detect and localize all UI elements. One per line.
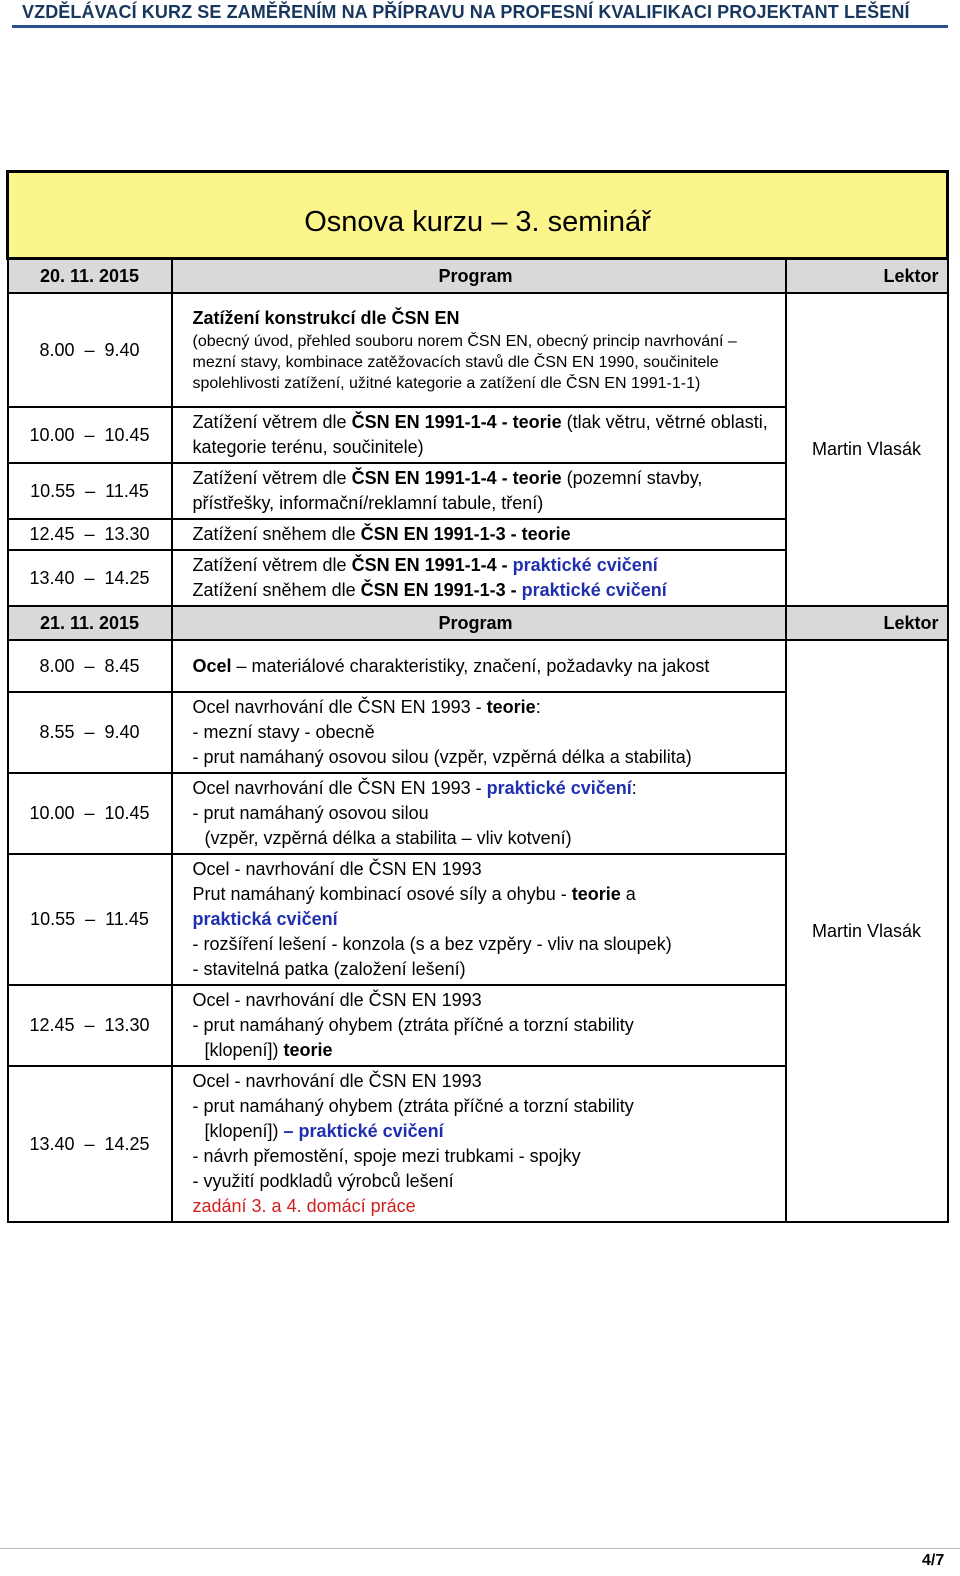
line [193, 776, 779, 801]
line [193, 882, 779, 907]
text-bold: Ocel [192, 655, 232, 676]
session-time: 8.55 – 9.40 [8, 692, 172, 773]
line: - návrh přemostění, spoje mezi trubkami - spojky [192, 1146, 581, 1166]
text-bold: teorie [486, 697, 536, 717]
text: Zatížení sněhem dle [192, 580, 361, 600]
session-time: 12.45 – 13.30 [8, 519, 172, 550]
day2-lector: Martin Vlasák [786, 640, 948, 1222]
text-bold: teorie [571, 884, 621, 904]
text: – materiálové charakteristiky, značení, požadavky na jakost [231, 655, 710, 676]
text: Prut namáhaný kombinací osové síly a ohybu - [192, 884, 572, 904]
schedule-table [6, 170, 949, 1223]
day2-lector-label: Lektor [786, 606, 948, 640]
session-time: 10.55 – 11.45 [8, 854, 172, 985]
session-description: (obecný úvod, přehled souboru norem ČSN EN, obecný princip navrhování – mezní stavy, kombinace zatěžovacích stavů dle ČSN EN 1990, součinitele spolehlivosti zatížení, užitné kategorie a zatížení dle ČSN EN 1991-1-1) [192, 333, 737, 392]
text: a [620, 884, 636, 904]
day2-program-label: Program [172, 606, 786, 640]
session-time: 10.00 – 10.45 [8, 773, 172, 854]
text: : [631, 778, 637, 798]
text-bold: ČSN EN 1991-1-4 - teorie [351, 412, 562, 432]
day2-date: 21. 11. 2015 [8, 606, 172, 640]
line: - mezní stavy - obecně [192, 722, 375, 742]
session-program [172, 773, 786, 854]
line: - prut namáhaný osovou silou [192, 803, 429, 823]
text-bold: ČSN EN 1991-1-4 - teorie [351, 468, 562, 488]
line [193, 695, 779, 720]
document-header: VZDĚLÁVACÍ KURZ SE ZAMĚŘENÍM NA PŘÍPRAVU NA PROFESNÍ KVALIFIKACI PROJEKTANT LEŠENÍ [22, 2, 910, 22]
course-schedule [6, 170, 946, 1223]
text-bold: ČSN EN 1991-1-4 - [351, 555, 513, 575]
session-program [172, 407, 786, 463]
text-blue: praktické cvičení [512, 555, 658, 575]
line: - prut namáhaný ohybem (ztráta příčné a torzní stability [192, 1015, 634, 1035]
day1-program-label: Program [172, 259, 786, 294]
session-program [172, 1066, 786, 1222]
line [193, 553, 779, 578]
text-bold: ČSN EN 1991-1-3 - teorie [360, 524, 571, 544]
session-time: 10.55 – 11.45 [8, 463, 172, 519]
line [193, 578, 779, 603]
text: Zatížení větrem dle [192, 555, 352, 575]
table-row [8, 293, 948, 407]
session-time: 13.40 – 14.25 [8, 1066, 172, 1222]
session-time: 12.45 – 13.30 [8, 985, 172, 1066]
text: (tlak větru, větrné oblasti, kategorie terénu, součinitele) [192, 412, 768, 457]
line [193, 1119, 779, 1144]
session-program [172, 519, 786, 550]
text: Zatížení sněhem dle [192, 524, 361, 544]
session-time: 8.00 – 9.40 [8, 293, 172, 407]
text: [klopení]) [204, 1040, 284, 1060]
line: (vzpěr, vzpěrná délka a stabilita – vliv kotvení) [204, 828, 572, 848]
session-time: 13.40 – 14.25 [8, 550, 172, 606]
homework-assignment: zadání 3. a 4. domácí práce [192, 1196, 416, 1216]
text-bold: ČSN EN 1991-1-3 - [360, 580, 522, 600]
text-blue: praktické cvičení [521, 580, 667, 600]
page-number: 4/7 [922, 1552, 945, 1569]
day1-lector: Martin Vlasák [786, 293, 948, 606]
text: Ocel navrhování dle ČSN EN 1993 - [192, 697, 487, 717]
schedule-title: Osnova kurzu – 3. seminář [8, 172, 948, 259]
session-program [172, 985, 786, 1066]
text: Zatížení větrem dle [192, 412, 352, 432]
text: Zatížení větrem dle [192, 468, 352, 488]
day1-date: 20. 11. 2015 [8, 259, 172, 294]
table-row [8, 640, 948, 692]
text: [klopení]) [204, 1121, 284, 1141]
footer-rule [0, 1548, 960, 1549]
line: - prut namáhaný osovou silou (vzpěr, vzpěrná délka a stabilita) [192, 747, 692, 767]
text: Ocel navrhování dle ČSN EN 1993 - [192, 778, 487, 798]
session-time: 8.00 – 8.45 [8, 640, 172, 692]
line: Ocel - navrhování dle ČSN EN 1993 [192, 859, 482, 879]
line: Ocel - navrhování dle ČSN EN 1993 [192, 1071, 482, 1091]
line: - stavitelná patka (založení lešení) [192, 959, 466, 979]
line [193, 1038, 779, 1063]
day1-header-row [8, 259, 948, 294]
line-blue: praktická cvičení [192, 909, 338, 929]
session-title: Zatížení konstrukcí dle ČSN EN [192, 308, 460, 328]
session-program [172, 640, 786, 692]
text-blue: praktické cvičení [486, 778, 632, 798]
line: - prut namáhaný ohybem (ztráta příčné a torzní stability [192, 1096, 634, 1116]
header-rule [12, 25, 948, 28]
line: - rozšíření lešení - konzola (s a bez vzpěry - vliv na sloupek) [192, 934, 672, 954]
text: : [535, 697, 541, 717]
session-time: 10.00 – 10.45 [8, 407, 172, 463]
text: (pozemní stavby, přístřešky, informační/reklamní tabule, tření) [192, 468, 703, 513]
text-bold: teorie [283, 1040, 333, 1060]
session-program [172, 293, 786, 407]
line: - využití podkladů výrobců lešení [192, 1171, 454, 1191]
session-program [172, 854, 786, 985]
day2-header-row [8, 606, 948, 640]
text-blue: – praktické cvičení [283, 1121, 444, 1141]
line: Ocel - navrhování dle ČSN EN 1993 [192, 990, 482, 1010]
day1-lector-label: Lektor [786, 259, 948, 294]
title-row [8, 172, 948, 259]
session-program [172, 550, 786, 606]
session-program [172, 692, 786, 773]
session-program [172, 463, 786, 519]
